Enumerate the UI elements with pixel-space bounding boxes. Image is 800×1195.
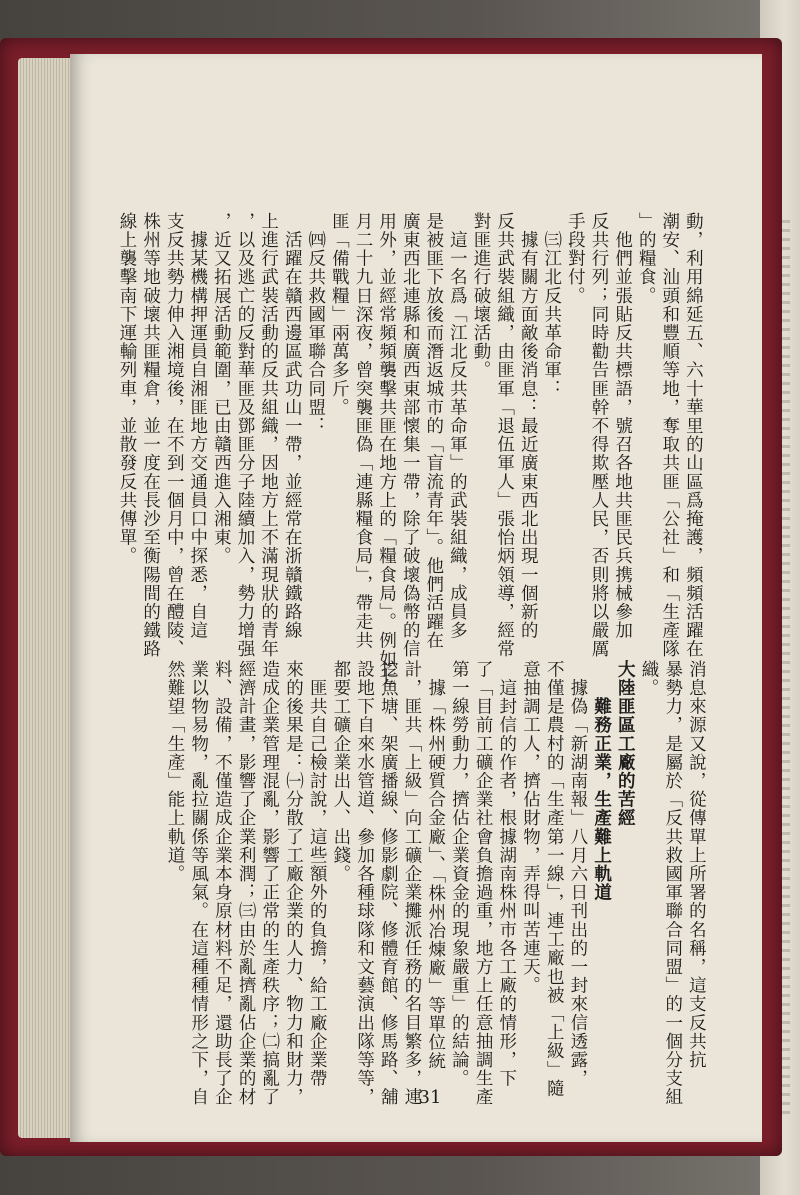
text-column-bottom: 難務正業，生產難上軌道	[591, 660, 612, 902]
text-column-top: 潮安、汕頭和豐順等地，奪取共匪「公社」和「生產隊	[659, 212, 680, 659]
text-column-bottom: 造成企業管理混亂，影響了正常的生產秩序；㈡搞亂了	[259, 660, 280, 1107]
text-column-bottom: 據「株州硬質合金廠」、「株州冶煉廠」等單位統	[425, 660, 446, 1071]
text-column-top: 這一名爲「江北反共革命軍」的武裝組織，成員多	[447, 212, 468, 640]
text-column-bottom: 業以物易物，亂拉關係等風氣。在這種種情形之下，自	[188, 660, 209, 1107]
text-column-bottom: 料、設備，不僅造成企業本身原材料不足，還助長了企	[212, 660, 233, 1107]
text-column-bottom: 大陸匪區工廠的苦經	[615, 660, 636, 828]
text-column-top: 手段對付。	[565, 212, 586, 305]
text-column-bottom: 意抽調工人，擠佔財物，弄得叫苦連天。	[520, 660, 541, 995]
text-column-top: ，以及逃亡的反對華匪及鄧匪分子陸續加入，勢力增强	[235, 212, 255, 659]
text-column-bottom: 不僅是農村的「生產第一線」，連工廠也被「上級」隨	[544, 660, 565, 1098]
text-column-top: ，近又拓展活動範圍，已由贛西進入湘東。	[211, 212, 232, 566]
text-column-top: 月二十九日深夜，曾突襲匪偽「連縣糧食局」，帶走共	[353, 212, 373, 650]
text-column-top: 活躍在贛西邊區武功山一帶，並經常在浙贛鐵路線	[282, 212, 303, 640]
text-column-top: 」的糧食。	[636, 212, 657, 305]
text-column-top: ㈣反共救國軍聯合同盟：	[305, 212, 326, 436]
text-column-top: 據某機構押運員自湘匪地方交通員口中探悉，自這	[187, 212, 208, 640]
text-column-top: 株州等地破壞共匪糧倉，並一度在長沙至衡陽間的鐵路	[140, 212, 161, 659]
text-column-bottom: 第一線勞動力，擠佔企業資金的現象嚴重」的結論。	[449, 660, 470, 1088]
text-column-top: 對匪進行破壞活動。	[471, 212, 491, 380]
text-column-bottom: 了「目前工礦企業社會負擔過重，地方上任意抽調生產	[473, 660, 494, 1107]
text-column-bottom: 設地下自來水管道、參加各種球隊和文藝演出隊等等，	[354, 660, 375, 1107]
text-column-bottom: 據偽「新湖南報」八月六日刊出的一封來信透露，	[567, 660, 588, 1088]
text-column-bottom: 計，匪共「上級」向工礦企業攤派任務的名目繁多，連	[402, 660, 422, 1107]
text-column-bottom: 暴勢力，是屬於「反共救國軍聯合同盟」的一個分支組	[662, 660, 683, 1107]
text-column-bottom: 都要工礦企業出人、出錢。	[330, 660, 351, 884]
text-column-top: 反共行列；同時勸告匪幹不得欺壓人民，否則將以嚴厲	[589, 212, 609, 659]
text-column-bottom: 來的後果是：㈠分散了工廠企業的人力、物力和財力，	[283, 660, 304, 1107]
text-column-bottom: 挖魚塘、架廣播線、修影劇院、修體育館、修馬路、舖	[378, 660, 399, 1107]
text-column-top: 上進行武裝活動的反共組織，因地方上不滿現狀的青年	[258, 212, 279, 659]
text-column-top: 反共武裝組織，由匪軍「退伍軍人」張怡炳領導，經常	[494, 212, 515, 659]
text-column-bottom: 這封信的作者，根據湖南株州市各工廠的情形，下	[496, 660, 517, 1088]
text-column-top: 他們並張貼反共標語，號召各地共匪民兵携械參加	[612, 212, 633, 640]
text-column-top: 匪「備戰糧」兩萬多斤。	[329, 212, 350, 417]
page-number: 31	[418, 1087, 442, 1108]
text-column-bottom: 經濟計畫，影響了企業利潤；㈢由於亂擠亂佔企業的材	[236, 660, 257, 1107]
text-column-top: 是被匪下放後而潛返城市的「盲流青年」。他們活躍在	[423, 212, 444, 650]
text-column-top: ㈢江北反共革命軍：	[541, 212, 562, 398]
text-column-top: 動，利用綿延五、六十華里的山區爲掩護，頻頻活躍在	[683, 212, 704, 659]
text-column-bottom: 消息來源又說，從傳單上所署的名稱，這支反共抗	[686, 660, 707, 1070]
text-column-top: 據有關方面敵後消息：最近廣東西北出現一個新的	[518, 212, 539, 640]
text-column-bottom: 然難望「生產」能上軌道。	[165, 660, 185, 884]
text-column-top: 廣東西北連縣和廣西東部懷集一帶，除了破壞偽幣的信	[400, 212, 421, 659]
text-column-bottom: 匪共自己檢討說，這些額外的負擔，給工廠企業帶	[307, 660, 328, 1088]
text-column-top: 支反共勢力伸入湘境後，在不到一個月中，曾在醴陵、	[164, 212, 185, 659]
text-column-bottom: 織。	[639, 660, 659, 698]
text-column-top: 線上襲擊南下運輸列車，並散發反共傳單。	[117, 212, 137, 566]
text-column-top: 用外，並經常頻頻襲擊共匪在地方上的「糧食局」。例如七	[376, 212, 397, 687]
